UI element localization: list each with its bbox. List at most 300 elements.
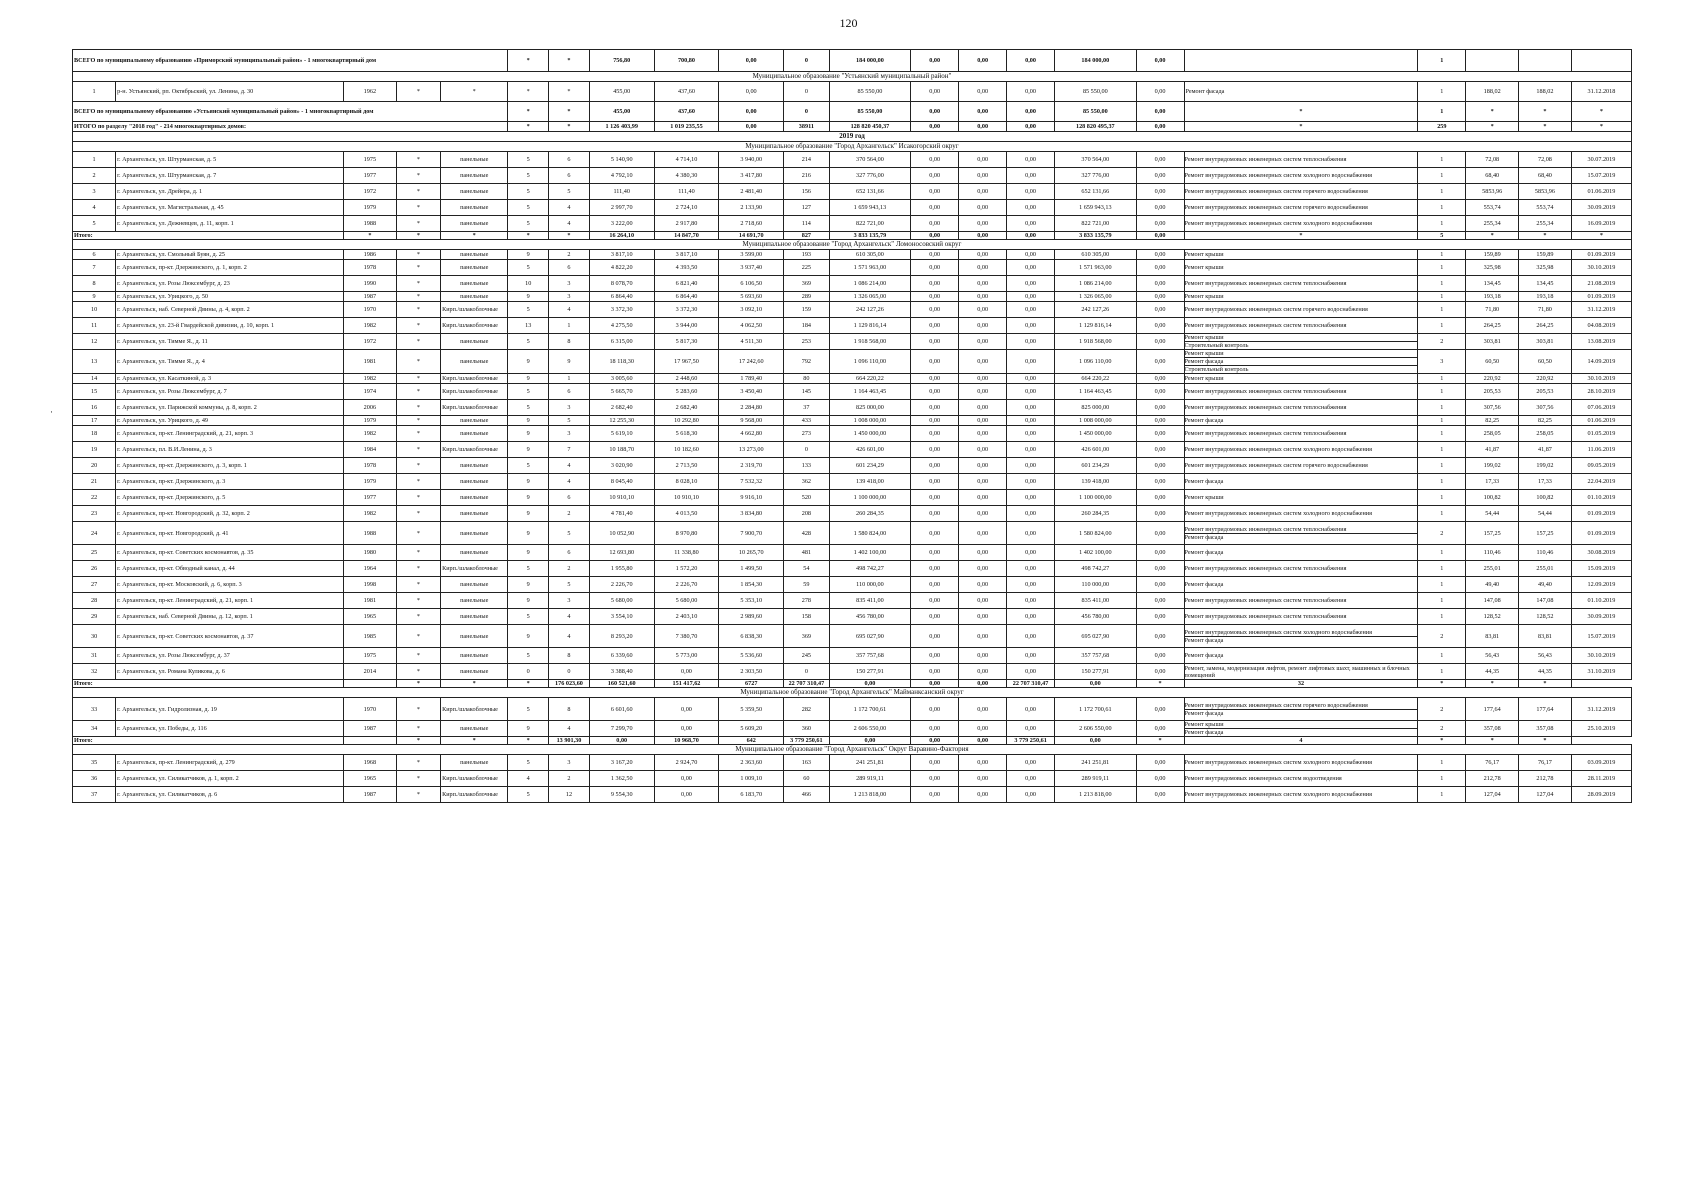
subtotal-value: * [1136, 680, 1184, 688]
table-cell: 273 [784, 426, 830, 442]
subtotal-value: 0,00 [1136, 232, 1184, 240]
subtotal-value: * [508, 232, 549, 240]
date-cell: 09.05.2019 [1571, 458, 1631, 474]
floors-cell: 9 [508, 545, 549, 561]
table-cell: * [396, 545, 440, 561]
table-cell: 4 511,30 [719, 334, 784, 350]
floors-cell: 9 [508, 593, 549, 609]
floors-cell: 5 [508, 384, 549, 400]
subtotal-label: Итого: [73, 232, 344, 240]
subtotal-value: 22 707 310,47 [784, 680, 830, 688]
date-cell: 01.09.2019 [1571, 250, 1631, 260]
table-cell: 0,00 [959, 561, 1007, 577]
table-cell: 1 [1418, 384, 1466, 400]
subtotal-value: 0,00 [829, 737, 911, 745]
table-cell: 0,00 [1136, 426, 1184, 442]
table-cell: 437,60 [654, 102, 719, 122]
wall-material-cell: панельные [441, 260, 508, 276]
cost-cell: 242 127,26 [829, 302, 911, 318]
summary-value: 0,00 [1007, 50, 1055, 72]
table-cell: 60,50 [1519, 350, 1572, 374]
work-type-item: Ремонт внутридомовых инженерных систем холодного водоснабжения [1184, 220, 1372, 227]
cost-cell: 835 411,00 [829, 593, 911, 609]
table-cell: 0,00 [1007, 698, 1055, 721]
table-cell: 0,00 [1136, 771, 1184, 787]
table-cell: 1 659 943,13 [1055, 200, 1137, 216]
table-cell: 3 388,40 [589, 664, 654, 680]
table-cell: 0,00 [959, 374, 1007, 384]
table-cell: 6 601,60 [589, 698, 654, 721]
house-row [73, 318, 1632, 334]
table-cell: 0,00 [911, 490, 959, 506]
subtotal-value: * [441, 232, 508, 240]
house-row [73, 506, 1632, 522]
entrances-cell: 4 [549, 216, 590, 232]
table-cell: 147,08 [1519, 593, 1572, 609]
section-title-row [73, 688, 1632, 698]
table-cell: 0,00 [1007, 82, 1055, 102]
row-number: 22 [73, 490, 116, 506]
table-cell: * [396, 416, 440, 426]
table-cell: 0,00 [1136, 416, 1184, 426]
address-cell: г. Архангельск, пр-кт. Советских космонавтов, д. 35 [116, 545, 344, 561]
row-number: 37 [73, 787, 116, 803]
house-row [73, 400, 1632, 416]
floors-cell: 13 [508, 318, 549, 334]
table-cell: 0,00 [1007, 302, 1055, 318]
table-cell: 38911 [784, 122, 830, 132]
wall-material-cell: панельные [441, 522, 508, 545]
work-type-cell [1184, 545, 1418, 561]
subtotal-value: 16 264,10 [589, 232, 654, 240]
subtotal-row [73, 680, 1632, 688]
date-cell: 28.10.2019 [1571, 384, 1631, 400]
floors-cell: 9 [508, 474, 549, 490]
floors-cell: 9 [508, 442, 549, 458]
wall-material-cell: Кирп./шлакоблочные [441, 318, 508, 334]
table-cell: 1 [1418, 400, 1466, 416]
table-cell: 0,00 [911, 442, 959, 458]
table-cell: 37 [784, 400, 830, 416]
work-type-item: Ремонт крыши [1184, 293, 1224, 300]
table-cell: 1 918 568,00 [1055, 334, 1137, 350]
table-cell: 157,25 [1466, 522, 1519, 545]
row-number: 17 [73, 416, 116, 426]
table-cell: 49,40 [1466, 577, 1519, 593]
subtotal-value: * [1466, 737, 1519, 745]
table-cell: * [396, 755, 440, 771]
table-cell: 0,00 [911, 416, 959, 426]
house-row [73, 474, 1632, 490]
table-cell: 139 418,00 [1055, 474, 1137, 490]
address-cell: г. Архангельск, пр-кт. Дзержинского, д. 3 [116, 474, 344, 490]
row-number: 16 [73, 400, 116, 416]
work-type-cell [1184, 593, 1418, 609]
table-cell: 1 [1418, 260, 1466, 276]
work-type-item: Ремонт, замена, модернизация лифтов, ремонт лифтовых шахт, машинных и блочных помещений [1184, 664, 1410, 679]
wall-material-cell: Кирп./шлакоблочные [441, 561, 508, 577]
year-cell: 1990 [343, 276, 396, 292]
table-cell: 1 [1418, 609, 1466, 625]
table-cell: 0,00 [1136, 609, 1184, 625]
table-cell: 60 [784, 771, 830, 787]
table-cell: 163 [784, 755, 830, 771]
subtotal-value: * [508, 737, 549, 745]
table-cell: 0,00 [1136, 168, 1184, 184]
work-type-cell [1184, 250, 1418, 260]
work-type-item: Ремонт внутридомовых инженерных систем холодного водоснабжения [1184, 446, 1372, 453]
table-cell: 0,00 [959, 426, 1007, 442]
table-cell: 80 [784, 374, 830, 384]
subtotal-value: 4 [1184, 737, 1418, 745]
table-cell: 208 [784, 506, 830, 522]
work-type-item: Ремонт фасада [1184, 417, 1224, 424]
table-cell: 0,00 [911, 168, 959, 184]
table-cell: 0,00 [959, 787, 1007, 803]
floors-cell: 4 [508, 771, 549, 787]
floors-cell: 5 [508, 302, 549, 318]
date-cell: 15.09.2019 [1571, 561, 1631, 577]
table-cell: 49,40 [1519, 577, 1572, 593]
table-cell: 0,00 [959, 350, 1007, 374]
date-cell: 30.07.2019 [1571, 152, 1631, 168]
table-cell: 9 568,00 [719, 416, 784, 426]
date-cell: 01.05.2019 [1571, 426, 1631, 442]
wall-material-cell: панельные [441, 721, 508, 737]
table-cell: 0,00 [911, 122, 959, 132]
table-cell: 0,00 [1136, 490, 1184, 506]
table-cell: 0,00 [1136, 625, 1184, 648]
table-cell: 0,00 [1007, 787, 1055, 803]
table-cell: 205,53 [1466, 384, 1519, 400]
table-cell: 0,00 [1007, 561, 1055, 577]
table-cell: * [396, 522, 440, 545]
table-cell: 1 955,80 [589, 561, 654, 577]
table-cell: 0,00 [911, 334, 959, 350]
table-cell: 5 817,30 [654, 334, 719, 350]
wall-material-cell: панельные [441, 625, 508, 648]
work-type-cell [1184, 292, 1418, 302]
table-cell: 12 255,30 [589, 416, 654, 426]
cost-cell: 357 757,68 [829, 648, 911, 664]
date-cell: 28.11.2019 [1571, 771, 1631, 787]
table-cell: 0,00 [959, 216, 1007, 232]
table-cell: * [396, 609, 440, 625]
table-cell: 76,17 [1466, 755, 1519, 771]
table-cell: 1 [1418, 442, 1466, 458]
table-cell: 134,45 [1519, 276, 1572, 292]
cost-cell: 1 086 214,00 [829, 276, 911, 292]
house-row [73, 698, 1632, 721]
summary-value: 184 000,00 [1055, 50, 1137, 72]
table-cell: 0,00 [911, 577, 959, 593]
subtotal-value: * [1466, 232, 1519, 240]
floors-cell: 9 [508, 625, 549, 648]
subtotal-label: Итого: [73, 680, 344, 688]
date-cell: 16.09.2019 [1571, 216, 1631, 232]
row-number: 14 [73, 374, 116, 384]
cost-cell: 327 776,00 [829, 168, 911, 184]
table-cell: 110 000,00 [1055, 577, 1137, 593]
table-cell: 0,00 [1007, 458, 1055, 474]
table-cell: 5 680,00 [654, 593, 719, 609]
table-cell: 0,00 [911, 522, 959, 545]
table-cell: 327 776,00 [1055, 168, 1137, 184]
table-cell: 259 [1418, 122, 1466, 132]
table-cell: 1 571 963,00 [1055, 260, 1137, 276]
floors-cell: 9 [508, 522, 549, 545]
table-cell: * [508, 122, 549, 132]
year-cell: 1984 [343, 442, 396, 458]
table-cell: 0,00 [959, 577, 1007, 593]
subtotal-value: 3 833 135,79 [829, 232, 911, 240]
wall-material-cell: панельные [441, 416, 508, 426]
table-cell: 2 [1418, 334, 1466, 350]
date-cell: 01.06.2019 [1571, 184, 1631, 200]
table-cell: 5 536,60 [719, 648, 784, 664]
house-row [73, 374, 1632, 384]
section-title-row [73, 142, 1632, 152]
work-type-item: Ремонт фасада [1184, 636, 1224, 644]
table-cell: 0,00 [1136, 474, 1184, 490]
summary-value [1466, 50, 1519, 72]
table-cell: 4 380,30 [654, 168, 719, 184]
table-cell: 110,46 [1466, 545, 1519, 561]
table-cell: 2 924,70 [654, 755, 719, 771]
subtotal-value: * [396, 232, 440, 240]
date-cell: 01.06.2019 [1571, 416, 1631, 426]
table-cell: 0,00 [959, 200, 1007, 216]
table-cell: 0,00 [1007, 522, 1055, 545]
row-number: 7 [73, 260, 116, 276]
table-cell: * [396, 250, 440, 260]
table-cell: 1 572,20 [654, 561, 719, 577]
work-type-cell [1184, 318, 1418, 334]
year-cell: 1979 [343, 474, 396, 490]
table-cell: 60,50 [1466, 350, 1519, 374]
subtotal-value: * [1184, 232, 1418, 240]
table-cell: * [396, 302, 440, 318]
table-cell: 0,00 [911, 545, 959, 561]
subtotal-value: 10 968,70 [654, 737, 719, 745]
table-cell: 1 129 816,14 [1055, 318, 1137, 334]
row-number: 35 [73, 755, 116, 771]
year-cell: 1986 [343, 250, 396, 260]
cost-cell: 498 742,27 [829, 561, 911, 577]
subtotal-value: * [396, 737, 440, 745]
table-cell: 325,98 [1466, 260, 1519, 276]
floors-cell: 9 [508, 577, 549, 593]
table-cell: 1 126 403,99 [589, 122, 654, 132]
table-cell: 0,00 [1007, 625, 1055, 648]
house-row [73, 721, 1632, 737]
work-type-item: Ремонт фасада [1184, 709, 1224, 717]
table-cell: 0,00 [1136, 200, 1184, 216]
table-cell: 0,00 [1136, 384, 1184, 400]
table-cell: 0,00 [1136, 122, 1184, 132]
work-type-item: Ремонт фасада [1184, 549, 1224, 556]
table-cell: 0,00 [911, 200, 959, 216]
date-cell: 21.08.2019 [1571, 276, 1631, 292]
table-cell: 0,00 [1007, 250, 1055, 260]
table-cell: 0 [784, 82, 830, 102]
table-cell: 82,25 [1466, 416, 1519, 426]
table-cell: 0,00 [1136, 152, 1184, 168]
table-cell: 0,00 [1007, 384, 1055, 400]
floors-cell: 9 [508, 250, 549, 260]
table-cell: 1 172 700,61 [1055, 698, 1137, 721]
capital-repair-table [72, 49, 1632, 803]
table-cell: * [396, 771, 440, 787]
subtotal-value: * [441, 680, 508, 688]
house-row [73, 648, 1632, 664]
date-cell: 03.09.2019 [1571, 755, 1631, 771]
table-cell: 2 284,80 [719, 400, 784, 416]
table-cell: 0,00 [959, 260, 1007, 276]
entrances-cell: 5 [549, 416, 590, 426]
table-cell: 0,00 [1136, 698, 1184, 721]
table-cell: 8 970,80 [654, 522, 719, 545]
table-cell: 1 [1418, 506, 1466, 522]
table-cell: 56,43 [1466, 648, 1519, 664]
table-cell: 0,00 [959, 545, 1007, 561]
subtotal-value [343, 680, 396, 688]
table-cell: 2 989,60 [719, 609, 784, 625]
work-type-item: Ремонт фасада [1185, 358, 1418, 366]
summary-value: 1 [1418, 50, 1466, 72]
subtotal-value: 5 [1418, 232, 1466, 240]
table-cell: 0,00 [959, 292, 1007, 302]
table-cell: 0,00 [654, 664, 719, 680]
table-cell: 0,00 [1007, 200, 1055, 216]
table-cell: 1 [1418, 152, 1466, 168]
table-cell: 0,00 [911, 384, 959, 400]
row-number: 29 [73, 609, 116, 625]
cost-cell: 664 220,22 [829, 374, 911, 384]
date-cell: 12.09.2019 [1571, 577, 1631, 593]
table-cell: 2 713,50 [654, 458, 719, 474]
work-type-item: Ремонт внутридомовых инженерных систем горячего водоснабжения [1184, 462, 1368, 469]
subtotal-value: 0,00 [911, 232, 959, 240]
work-type-cell [1184, 416, 1418, 426]
table-cell: 258,05 [1519, 426, 1572, 442]
table-cell: 264,25 [1466, 318, 1519, 334]
table-cell: 0,00 [911, 787, 959, 803]
row-number: 24 [73, 522, 116, 545]
table-cell: * [1519, 102, 1572, 122]
table-cell: 59 [784, 577, 830, 593]
year-cell: 2006 [343, 400, 396, 416]
table-cell: 1 [1418, 474, 1466, 490]
address-cell: г. Архангельск, пр-кт. Дзержинского, д. 1, корп. 2 [116, 260, 344, 276]
table-cell: 76,17 [1519, 755, 1572, 771]
date-cell: 30.09.2019 [1571, 609, 1631, 625]
table-cell: 3 372,30 [589, 302, 654, 318]
table-cell: 0,00 [911, 561, 959, 577]
table-cell: * [396, 721, 440, 737]
table-cell: 1 164 463,45 [1055, 384, 1137, 400]
year-cell: 1970 [343, 302, 396, 318]
table-cell: 6 864,40 [654, 292, 719, 302]
table-cell: 9 554,30 [589, 787, 654, 803]
year-cell: 1982 [343, 426, 396, 442]
table-cell: 17,33 [1519, 474, 1572, 490]
date-cell: 28.09.2019 [1571, 787, 1631, 803]
cost-cell: 2 606 550,00 [829, 721, 911, 737]
table-cell: 0,00 [911, 184, 959, 200]
work-type-cell [1184, 609, 1418, 625]
cost-cell: 1 402 100,00 [829, 545, 911, 561]
entrances-cell: 4 [549, 200, 590, 216]
table-cell: 193 [784, 250, 830, 260]
table-cell: 6 315,00 [589, 334, 654, 350]
table-cell: 100,82 [1519, 490, 1572, 506]
table-cell: 3 817,10 [654, 250, 719, 260]
table-cell: 5 665,70 [589, 384, 654, 400]
table-cell: 1 [1418, 648, 1466, 664]
row-number: 19 [73, 442, 116, 458]
table-cell: 0,00 [1007, 609, 1055, 625]
work-type-item: Ремонт внутридомовых инженерных систем теплоснабжения [1184, 280, 1347, 287]
table-cell: 0,00 [1007, 490, 1055, 506]
table-cell: 0,00 [959, 152, 1007, 168]
table-cell: 325,98 [1519, 260, 1572, 276]
house-row [73, 490, 1632, 506]
work-type-cell [1184, 442, 1418, 458]
year-cell: 1988 [343, 522, 396, 545]
floors-cell: 5 [508, 698, 549, 721]
subtotal-value: 0,00 [1007, 232, 1055, 240]
row-number: 12 [73, 334, 116, 350]
table-cell: 2 448,60 [654, 374, 719, 384]
subtotal-value: 151 417,62 [654, 680, 719, 688]
table-cell: 128 820 495,37 [1055, 122, 1137, 132]
table-cell: 0,00 [911, 350, 959, 374]
cost-cell: 1 172 700,61 [829, 698, 911, 721]
row-number: 21 [73, 474, 116, 490]
table-cell: 0,00 [1136, 755, 1184, 771]
date-cell: 30.08.2019 [1571, 545, 1631, 561]
table-cell: 0,00 [654, 698, 719, 721]
table-cell: 1 [1418, 426, 1466, 442]
table-cell: 0,00 [959, 474, 1007, 490]
wall-material-cell: панельные [441, 474, 508, 490]
cost-cell: 370 564,00 [829, 152, 911, 168]
year-cell: 1975 [343, 648, 396, 664]
table-cell: * [396, 384, 440, 400]
subtotal-value: * [396, 680, 440, 688]
table-cell: 0,00 [654, 787, 719, 803]
table-cell: * [441, 82, 508, 102]
table-cell: * [549, 122, 590, 132]
row-number: 20 [73, 458, 116, 474]
table-cell: 0,00 [1136, 721, 1184, 737]
cost-cell: 1 100 000,00 [829, 490, 911, 506]
year-cell: 1982 [343, 506, 396, 522]
table-cell: 199,02 [1466, 458, 1519, 474]
entrances-cell: 5 [549, 577, 590, 593]
cost-cell: 1 571 963,00 [829, 260, 911, 276]
floors-cell: 9 [508, 426, 549, 442]
entrances-cell: 8 [549, 648, 590, 664]
table-cell: 1 402 100,00 [1055, 545, 1137, 561]
address-cell: г. Архангельск, ул. Урицкого, д. 50 [116, 292, 344, 302]
entrances-cell: 3 [549, 292, 590, 302]
summary-value: 184 000,00 [829, 50, 911, 72]
subtotal-value: 0,00 [911, 680, 959, 688]
table-cell: 0,00 [1136, 593, 1184, 609]
table-cell: 0,00 [1007, 102, 1055, 122]
